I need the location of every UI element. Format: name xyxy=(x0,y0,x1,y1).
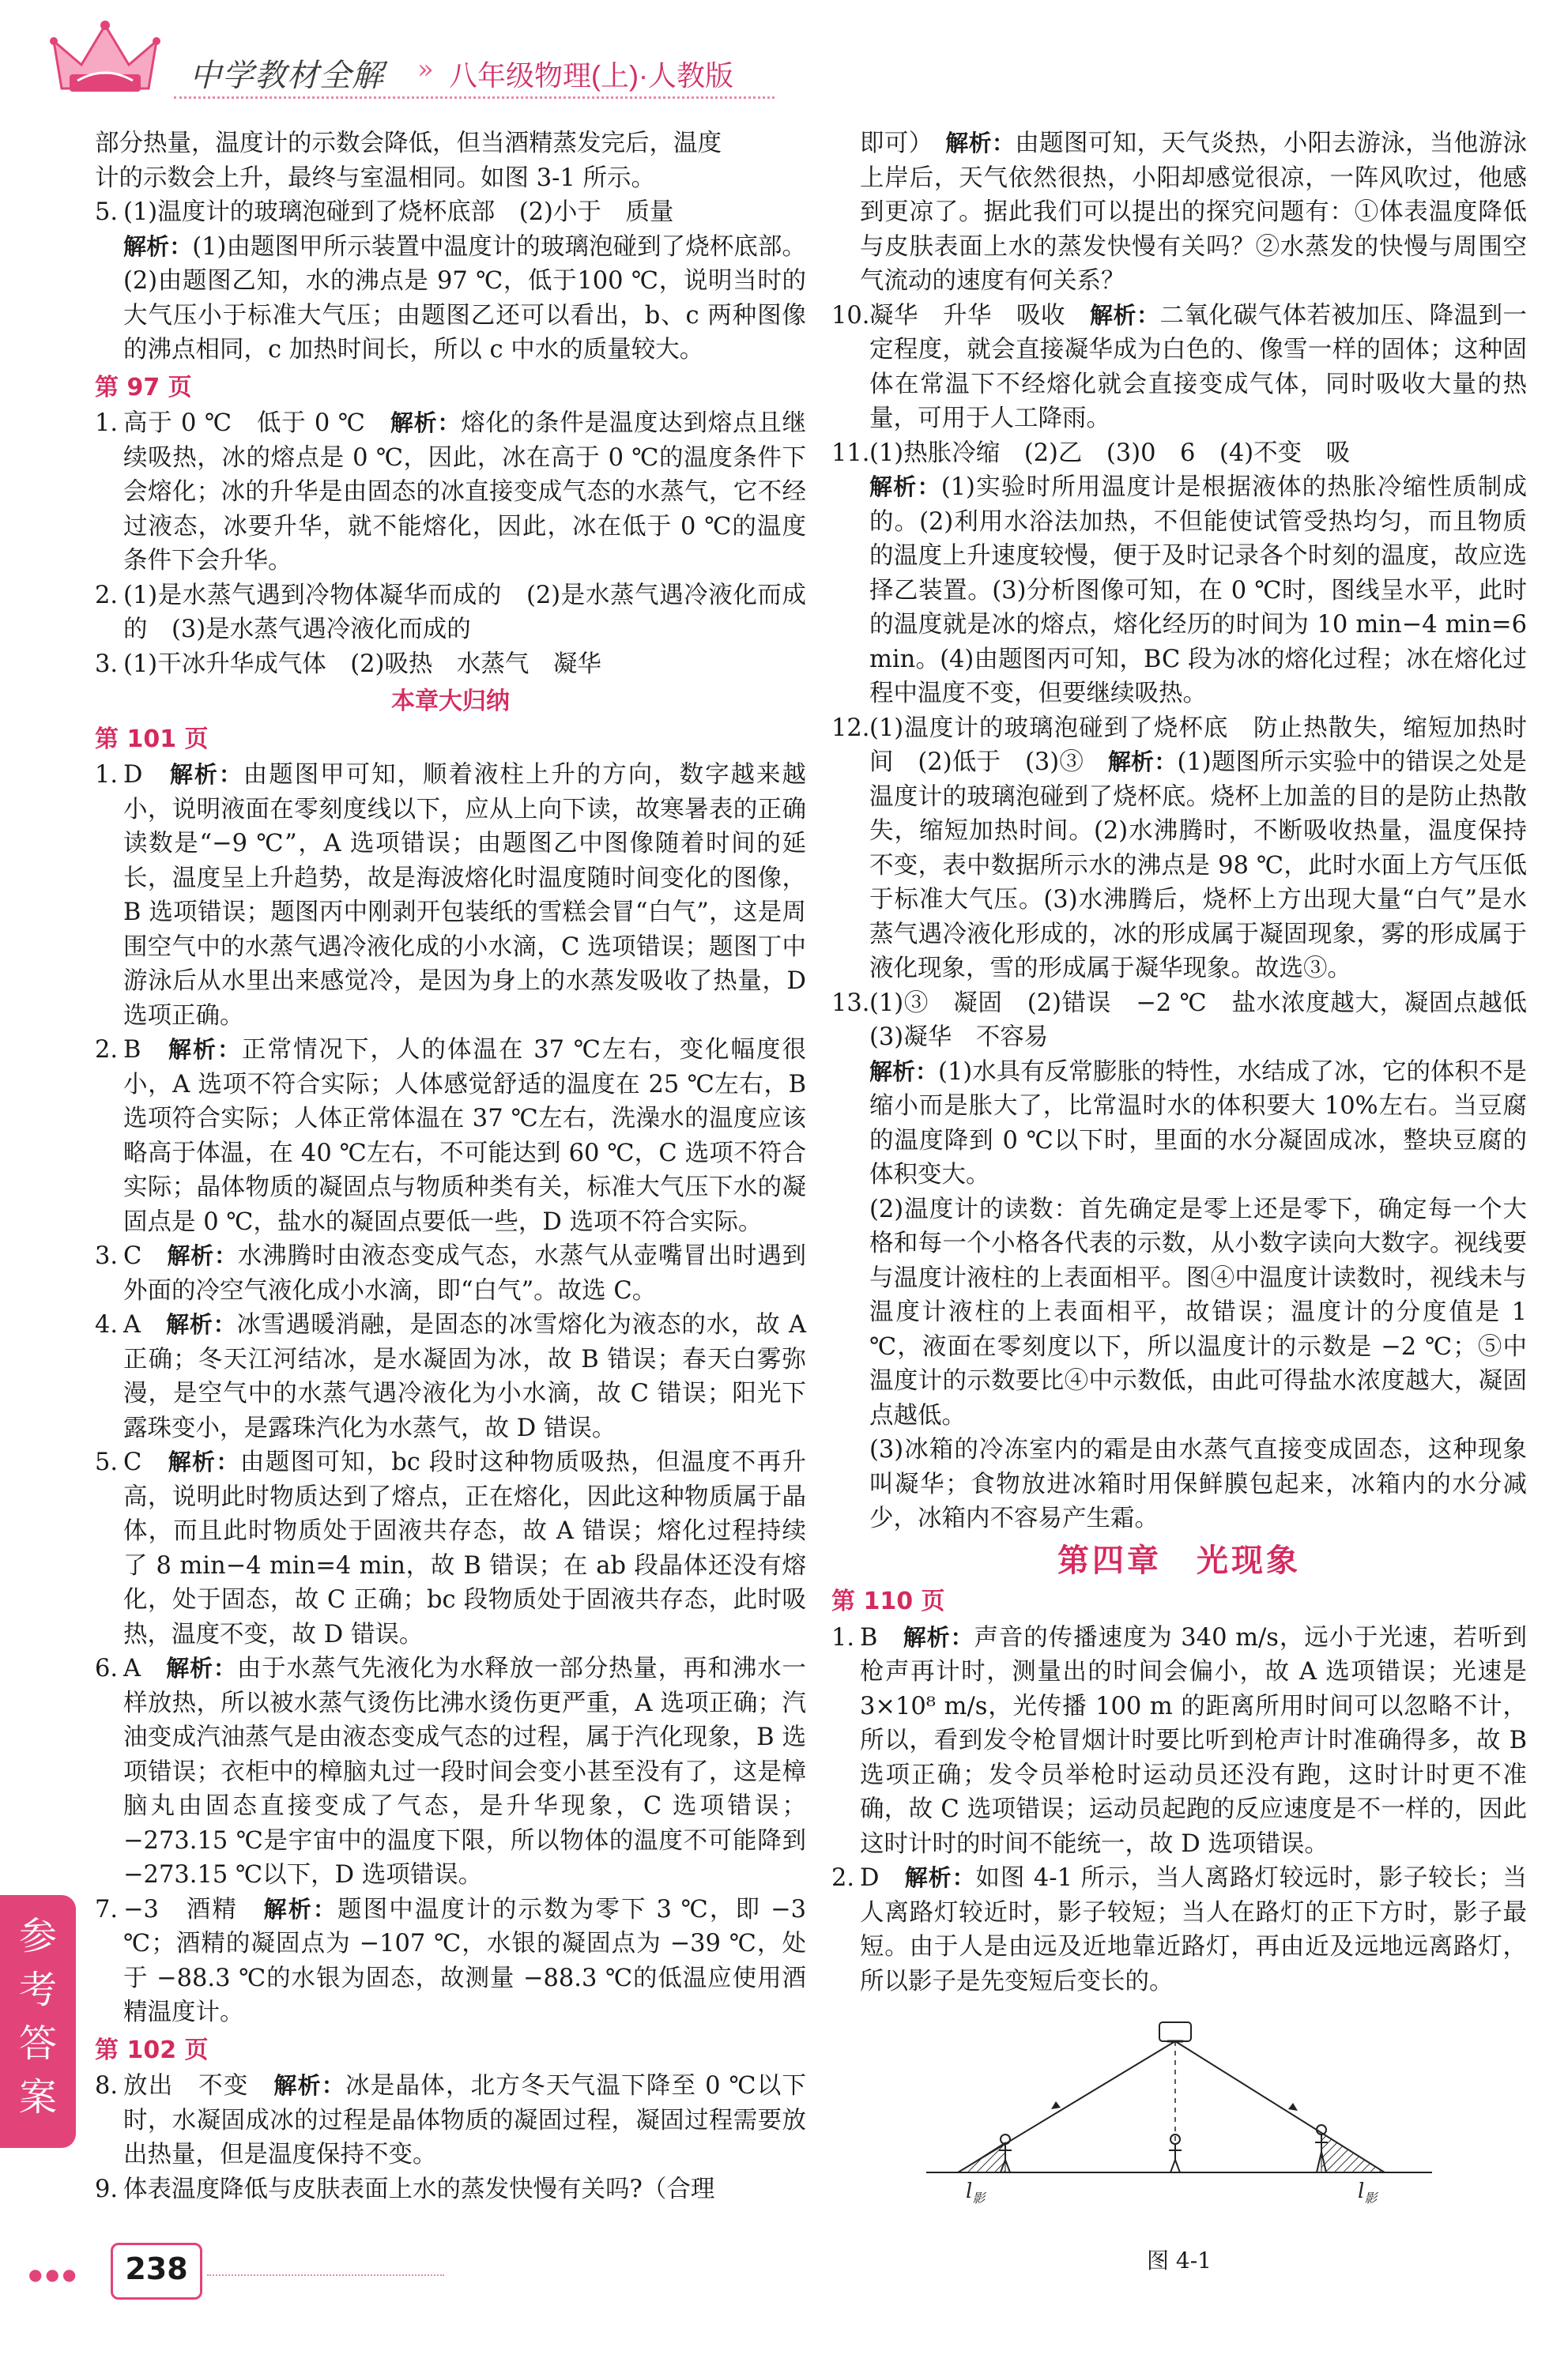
item-number: 1. xyxy=(95,761,119,789)
analysis-label: 解析： xyxy=(167,1242,238,1269)
answer-item xyxy=(831,986,1551,1055)
item-number: 3. xyxy=(95,650,119,678)
answer-text: 体表温度降低与皮肤表面上水的蒸发快慢有关吗?（合理 xyxy=(123,2175,715,2203)
footer-divider xyxy=(207,2274,444,2276)
item-number: 3. xyxy=(95,1242,119,1270)
analysis-label: 解析： xyxy=(869,473,941,500)
analysis: (2)温度计的读数：首先确定是零上还是零下，确定每一个大格和每一个小格各代表的示数，从小数字读向大数字。视线要与温度计液柱的上表面相平。图④中温度计读数时，视线未与温度计液柱的上表面相平，故错误；温度计的分度值是 1 ℃，液面在零刻度以下，所以温度计的示数是 −2 ℃；⑤中温度计的示数要比④中示数低，由此可得盐水浓度越大，凝固点越低。 xyxy=(869,1195,1527,1430)
lamp-icon xyxy=(1159,2022,1191,2157)
figure-caption: 图 4-1 xyxy=(1147,2248,1212,2274)
analysis-label: 解析： xyxy=(1107,748,1178,775)
item-number: 10. xyxy=(831,301,870,330)
footer-dots-icon: ●●● xyxy=(28,2265,80,2284)
analysis-text: 题图中温度计的示数为零下 3 ℃，即 −3 ℃；酒精的凝固点为 −107 ℃，水银的凝固点为 −39 ℃，处于 −88.3 ℃的水银为固态，故测量 −88.3 ℃的低温应使用酒精温度计。 xyxy=(123,1895,806,2026)
answer-text: (1)③ 凝固 (2)错误 −2 ℃ 盐水浓度越大，凝固点越低 (3)凝华 不容易 xyxy=(869,989,1551,1051)
item-number: 9. xyxy=(95,2175,119,2203)
page-marker: 第 97 页 xyxy=(95,373,192,401)
analysis-text: 由于水蒸气先液化为水释放一部分热量，再和沸水一样放热，所以被水蒸气烫伤比沸水烫伤更严重，A 选项正确；汽油变成汽油蒸气是由液态变成气态的过程，属于汽化现象，B 选项错误；衣柜中的樟脑丸过一段时间会变小甚至没有了，这是樟脑丸由固态直接变成了气态，是升华现象，C 选项错误；−273.15 ℃是宇宙中的温度下限，所以物体的温度不可能降到 −273.15 ℃以下，D 选项错误。 xyxy=(123,1655,806,1889)
analysis-text: 水沸腾时由液态变成气态，水蒸气从壶嘴冒出时遇到外面的冷空气液化成小水滴，即“白气”。故选 C。 xyxy=(123,1242,806,1305)
page-header xyxy=(0,0,1568,119)
analysis xyxy=(831,1055,1527,1193)
double-chevron-icon: » xyxy=(417,54,434,85)
ray-arrow-right xyxy=(1288,2103,1298,2111)
answer-item xyxy=(95,195,806,230)
item-number: 1. xyxy=(95,409,119,437)
analysis-text: 二氧化碳气体若被加压、降温到一定程度，就会直接凝华成为白色的、像雪一样的固体；这种固体在常温下不经熔化就会直接变成气体，同时吸收大量的热量，可用于人工降雨。 xyxy=(869,301,1527,432)
analysis-label: 解析： xyxy=(168,1449,240,1475)
right-column xyxy=(831,126,1551,2274)
item-number: 2. xyxy=(831,1864,855,1892)
shadow-right xyxy=(1321,2133,1385,2172)
answer-item xyxy=(95,1893,806,2030)
item-number: 8. xyxy=(95,2072,119,2100)
analysis-label: 解析： xyxy=(263,1895,338,1923)
section-title: 本章大归纳 xyxy=(391,688,510,715)
answer-item xyxy=(95,406,806,578)
answer-text: (1)温度计的玻璃泡碰到了烧杯底 防止热散失，缩短加热时间 (2)低于 (3)③ xyxy=(869,714,1527,776)
answer-text: 即可） xyxy=(860,130,946,157)
page-marker: 第 101 页 xyxy=(95,725,209,753)
analysis-label: 解析： xyxy=(1090,301,1160,329)
answer-text: B xyxy=(123,1036,168,1064)
analysis-text: 冰雪遇暖消融，是固态的冰雪熔化为液态的水，故 A 正确；冬天江河结冰，是水凝固为冰，故 B 错误；春天白雾弥漫，是空气中的水蒸气遇冷液化为小水滴，故 C 错误；阳光下露珠变小，是露珠汽化为水蒸气，故 D 错误。 xyxy=(123,1311,806,1442)
item-number: 12. xyxy=(831,714,870,742)
brand-subject: 八年级物理(上)·人教版 xyxy=(449,59,733,92)
answer-item xyxy=(831,1621,1527,1862)
shadow-label-left: $l_影$ xyxy=(966,2180,986,2206)
side-tab-label: 参考答案 xyxy=(18,1914,57,2119)
analysis-text: 熔化的条件是温度达到熔点且继续吸热，冰的熔点是 0 ℃，因此，冰在高于 0 ℃的温度条件下会熔化；冰的升华是由固态的冰直接变成气态的水蒸气，它不经过液态，冰要升华，就不能熔化，因此，冰在低于 0 ℃的温度条件下会升华。 xyxy=(123,409,807,575)
answer-text: −3 酒精 xyxy=(123,1895,264,1924)
analysis-text: (1)题图所示实验中的错误之处是温度计的玻璃泡碰到了烧杯底。烧杯上加盖的目的是防止热散失，缩短加热时间。(2)水沸腾时，不断吸收热量，温度保持不变，表中数据所示水的沸点是 98 ℃，此时水面上方气压低于标准大气压。(3)水沸腾后，烧杯上方出现大量“白气”是水蒸气遇冷液化形成的，冰的形成属于凝固现象，雾的形成属于液化现象，雪的形成属于凝华现象。故选③。 xyxy=(869,748,1527,982)
item-number: 6. xyxy=(95,1655,119,1682)
analysis-label: 解析： xyxy=(166,1655,237,1682)
item-number: 2. xyxy=(95,581,119,609)
answer-text: D xyxy=(860,1864,905,1892)
item-number: 5. xyxy=(95,1449,119,1476)
answer-item xyxy=(95,578,806,647)
brand-title: 中学教材全解 xyxy=(190,58,384,93)
analysis: (3)冰箱的冷冻室内的霜是由水蒸气直接变成固态，这种现象叫凝华；食物放进冰箱时用保鲜膜包起来，冰箱内的水分减少，冰箱内不容易产生霜。 xyxy=(869,1436,1527,1532)
analysis-label: 解析： xyxy=(390,409,462,436)
analysis-text: 由题图甲可知，顺着液柱上升的方向，数字越来越小，说明液面在零刻度线以下，应从上向下读，故寒暑表的正确读数是“−9 ℃”，A 选项错误；由题图乙中图像随着时间的延长，温度呈上升趋势，故是海波熔化时温度随时间变化的图像，B 选项错误；题图丙中刚剥开包装纸的雪糕会冒“白气”，这是周围空气中的水蒸气遇冷液化成的小水滴，C 选项错误；题图丁中游泳后从水里出来感觉冷，是因为身上的水蒸发吸收了热量，D 选项正确。 xyxy=(123,761,806,1030)
answer-text: A xyxy=(123,1655,167,1682)
analysis-text: 由题图可知，天气炎热，小阳去游泳，当他游泳上岸后，天气依然很热，小阳却感觉很凉，一阵风吹过，他感到更凉了。据此我们可以提出的探究问题有：①体表温度降低与皮肤表面上水的蒸发快慢有关吗？②水蒸发的快慢与周围空气流动的速度有何关系？ xyxy=(860,130,1528,295)
answer-item xyxy=(95,1033,806,1239)
answer-text: D xyxy=(123,761,170,789)
intro-line: 部分热量，温度计的示数会降低，但当酒精蒸发完后，温度 xyxy=(95,130,722,157)
analysis-text: (1)实验时所用温度计是根据液体的热胀冷缩性质制成的。(2)利用水浴法加热，不但能使试管受热均匀，而且物质的温度上升速度较慢，便于及时记录各个时刻的温度，故应选择乙装置。(3)分析图像可知，在 0 ℃时，图线呈水平，此时的温度就是冰的熔点，熔化经历的时间为 10 min−4 min=6 min。(4)由题图丙可知，BC 段为冰的熔化过程；冰在熔化过程中温度不变，但要继续吸热。 xyxy=(869,473,1527,707)
figure-4-1 xyxy=(910,2014,1448,2274)
answer-text: B xyxy=(860,1623,903,1652)
answer-item xyxy=(831,299,1527,436)
item-number: 1. xyxy=(831,1623,855,1652)
analysis xyxy=(831,470,1527,711)
answer-text: C xyxy=(123,1242,168,1270)
analysis-text: 如图 4-1 所示，当人离路灯较远时，影子较长；当人离路灯较近时，影子较短；当人在路灯的正下方时，影子最短。由于人是由远及近地靠近路灯，再由近及远地远离路灯，所以影子是先变短后变长的。 xyxy=(860,1864,1527,1995)
analysis-label: 解析： xyxy=(945,130,1016,156)
answer-item xyxy=(831,1861,1527,1999)
intro-line: 计的示数会上升，最终与室温相同。如图 3-1 所示。 xyxy=(95,164,656,192)
page-marker: 第 110 页 xyxy=(831,1588,945,1615)
answer-item xyxy=(95,1308,806,1445)
analysis-label: 解析： xyxy=(903,1623,974,1651)
analysis-text: (1)水具有反常膨胀的特性，水结成了冰，它的体积不是缩小而是胀大了，比常温时水的体积要大 10%左右。当豆腐的温度降到 0 ℃以下时，里面的水分凝固成冰，整块豆腐的体积变大。 xyxy=(869,1057,1527,1189)
analysis-text: 声音的传播速度为 340 m/s，远小于光速，若听到枪声再计时，测量出的时间会偏小，故 A 选项错误；光速是 3×10⁸ m/s，光传播 100 m 的距离所用时间可以忽略不计，所以，看到发令枪冒烟计时要比听到枪声计时准确得多，故 B 选项正确；发令员举枪时运动员还没有跑，这时计时更不准确，故 C 选项错误；运动员起跑的反应速度是不一样的，因此这时计时的时间不能统一，故 D 选项错误。 xyxy=(860,1623,1527,1858)
answer-text: (1)是水蒸气遇到冷物体凝华而成的 (2)是水蒸气遇冷液化而成的 (3)是水蒸气遇冷液化而成的 xyxy=(123,581,806,643)
answer-item xyxy=(95,647,806,682)
item-number: 5. xyxy=(95,198,119,226)
answer-text: 凝华 升华 吸收 xyxy=(869,301,1090,330)
analysis-label: 解析： xyxy=(869,1057,939,1085)
answer-item xyxy=(95,2069,806,2172)
page-number: 238 xyxy=(125,2251,188,2286)
analysis xyxy=(95,230,806,367)
page-marker: 第 102 页 xyxy=(95,2036,209,2064)
answer-item xyxy=(95,1652,806,1893)
side-tab xyxy=(0,1895,76,2148)
item-number: 4. xyxy=(95,1311,119,1339)
answer-item xyxy=(95,2172,806,2207)
answer-item xyxy=(831,436,1527,471)
ray-arrow-left xyxy=(1051,2101,1061,2109)
page-number-box xyxy=(111,2243,202,2300)
answer-text: A xyxy=(123,1311,167,1339)
answer-item xyxy=(831,126,1527,299)
item-number: 7. xyxy=(95,1895,119,1924)
answer-text: (1)干冰升华成气体 (2)吸热 水蒸气 凝华 xyxy=(123,650,601,678)
answer-item xyxy=(831,711,1527,986)
analysis-label: 解析： xyxy=(273,2072,346,2099)
analysis-label: 解析： xyxy=(168,1036,242,1063)
answer-text: (1)温度计的玻璃泡碰到了烧杯底部 (2)小于 质量 xyxy=(123,198,674,226)
streetlight-shadow-diagram xyxy=(910,2014,1448,2244)
answer-text: (1)热胀冷缩 (2)乙 (3)0 6 (4)不变 吸 xyxy=(869,439,1351,467)
analysis-text: 冰是晶体，北方冬天气温下降至 0 ℃以下时，水凝固成冰的过程是晶体物质的凝固过程，凝固过程需要放出热量，但是温度保持不变。 xyxy=(123,2072,807,2168)
answer-item xyxy=(95,1239,806,1308)
analysis-text: 正常情况下，人的体温在 37 ℃左右，变化幅度很小，A 选项不符合实际；人体感觉舒适的温度在 25 ℃左右，B 选项符合实际；人体正常体温在 37 ℃左右，洗澡水的温度应该略高于体温，在 40 ℃左右，不可能达到 60 ℃，C 选项不符合实际；晶体物质的凝固点与物质种类有关，标准大气压下水的凝固点是 0 ℃，盐水的凝固点要低一些，D 选项不符合实际。 xyxy=(123,1036,806,1236)
answer-text: 高于 0 ℃ 低于 0 ℃ xyxy=(123,409,390,437)
brand-crown-icon xyxy=(46,17,164,104)
shadow-left xyxy=(958,2142,1005,2172)
analysis-text: 由题图可知，bc 段时这种物质吸热，但温度不再升高，说明此时物质达到了熔点，正在熔化，因此这种物质属于晶体，而且此时物质处于固液共存态，故 A 错误；熔化过程持续了 8 min−4 min=4 min，故 B 错误；在 ab 段晶体还没有熔化，处于固态，故 C 正确；bc 段物质处于固液共存态，此时吸热，温度不变，故 D 错误。 xyxy=(123,1449,806,1648)
chapter-title: 第四章 光现象 xyxy=(1057,1542,1301,1579)
header-divider xyxy=(174,96,775,99)
shadow-label-right: $l_影$ xyxy=(1358,2180,1378,2206)
item-number: 11. xyxy=(831,439,870,467)
analysis-label: 解析： xyxy=(904,1864,976,1891)
left-column xyxy=(95,126,806,2206)
analysis-text: (1)由题图甲所示装置中温度计的玻璃泡碰到了烧杯底部。(2)由题图乙知，水的沸点是 97 ℃，低于100 ℃，说明当时的大气压小于标准大气压；由题图乙还可以看出，b、c 两种图像的沸点相同，c 加热时间长，所以 c 中水的质量较大。 xyxy=(123,232,806,364)
item-number: 13. xyxy=(831,989,870,1017)
item-number: 2. xyxy=(95,1036,119,1064)
analysis-label: 解析： xyxy=(166,1311,237,1338)
analysis-label: 解析： xyxy=(169,761,243,788)
answer-item xyxy=(95,1445,806,1652)
answer-text: C xyxy=(123,1449,168,1476)
answer-text: 放出 不变 xyxy=(123,2072,274,2100)
answer-item xyxy=(95,758,806,1033)
analysis-label: 解析： xyxy=(123,232,193,260)
